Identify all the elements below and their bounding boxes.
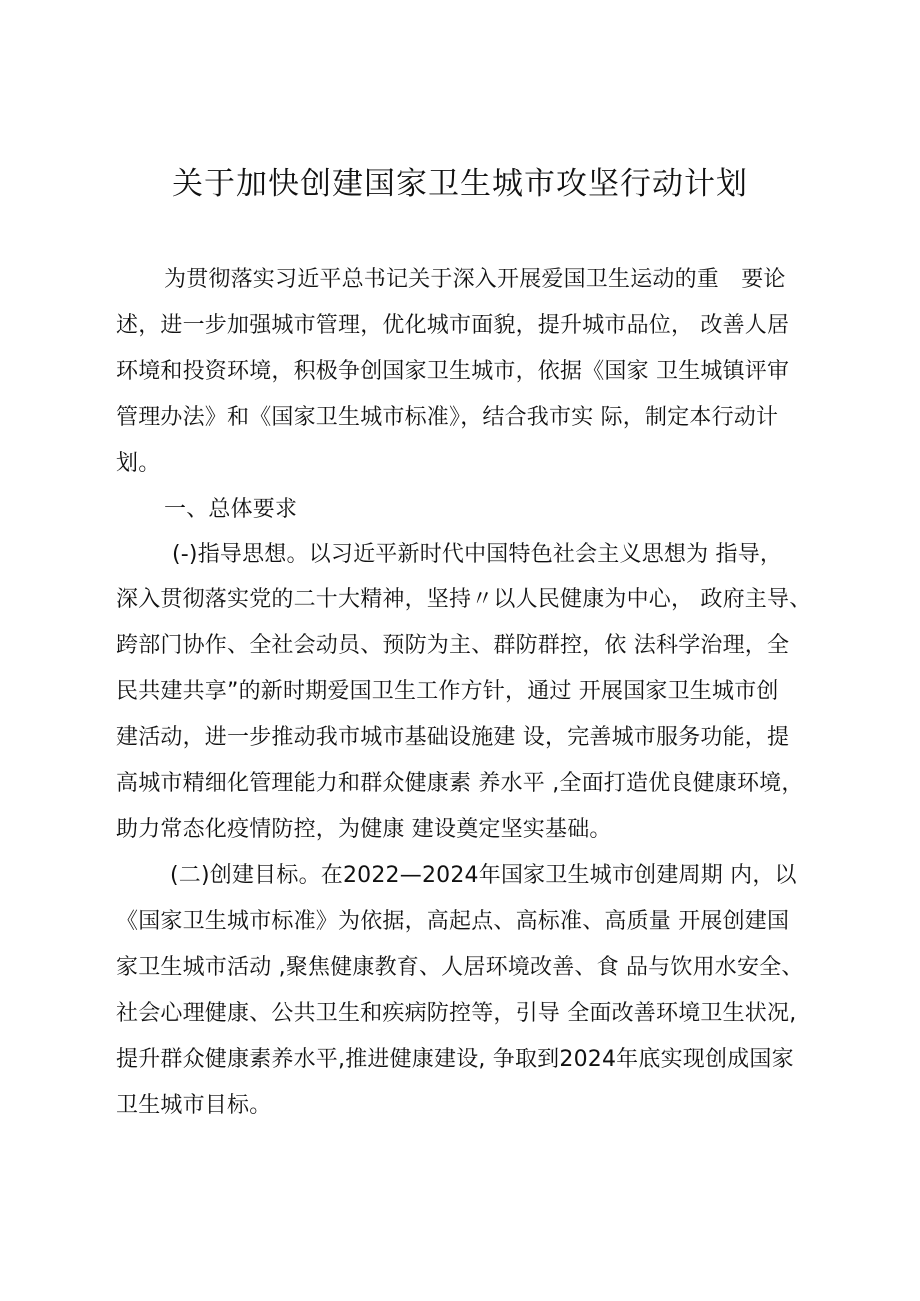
paragraph-line: 建活动，进一步推动我市城市基础设施建 设，完善城市服务功能，提: [116, 725, 790, 750]
paragraph-line: 深入贯彻落实党的二十大精神，坚持〃以人民健康为中心， 政府主导、: [116, 587, 812, 612]
paragraph-line: 助力常态化疫情防控，为健康 建设奠定坚实基础。: [116, 817, 612, 842]
paragraph-line: (-)指导思想。以习近平新时代中国特色社会主义思想为 指导，: [172, 542, 783, 567]
document-title: 关于加快创建国家卫生城市攻坚行动计划: [172, 166, 748, 202]
paragraph-line: 卫生城市目标。: [116, 1093, 272, 1118]
paragraph-line: 管理办法》和《国家卫生城市标准》，结合我市实 际，制定本行动计: [116, 405, 779, 430]
paragraph-line: (二)创建目标。在2022—2024年国家卫生城市创建周期 内，以: [170, 863, 797, 888]
paragraph-line: 《国家卫生城市标准》为依据，高起点、高标准、高质量 开展创建国: [116, 909, 790, 934]
paragraph-line: 提升群众健康素养水平,推进健康建设, 争取到2024年底实现创成国家: [116, 1047, 794, 1072]
paragraph-line: 划。: [116, 451, 161, 476]
paragraph-line: 民共建共享”的新时期爱国卫生工作方针，通过 开展国家卫生城市创: [116, 679, 779, 704]
paragraph-line: 述，进一步加强城市管理，优化城市面貌，提升城市品位， 改善人居: [116, 313, 790, 338]
paragraph-line: 为贯彻落实习近平总书记关于深入开展爱国卫生运动的重 要论: [164, 267, 786, 292]
paragraph-line: 家卫生城市活动 ,聚焦健康教育、人居环境改善、食 品与饮用水安全、: [116, 955, 804, 980]
section-heading: 一、总体要求: [164, 497, 298, 522]
paragraph-line: 环境和投资环境，积极争创国家卫生城市，依据《国家 卫生城镇评审: [116, 359, 790, 384]
paragraph-line: 跨部门协作、全社会动员、预防为主、群防群控，依 法科学治理，全: [116, 633, 790, 658]
paragraph-line: 高城市精细化管理能力和群众健康素 养水平 ,全面打造优良健康环境，: [116, 771, 804, 796]
paragraph-line: 社会心理健康、公共卫生和疾病防控等，引导 全面改善环境卫生状况,: [116, 1001, 797, 1026]
